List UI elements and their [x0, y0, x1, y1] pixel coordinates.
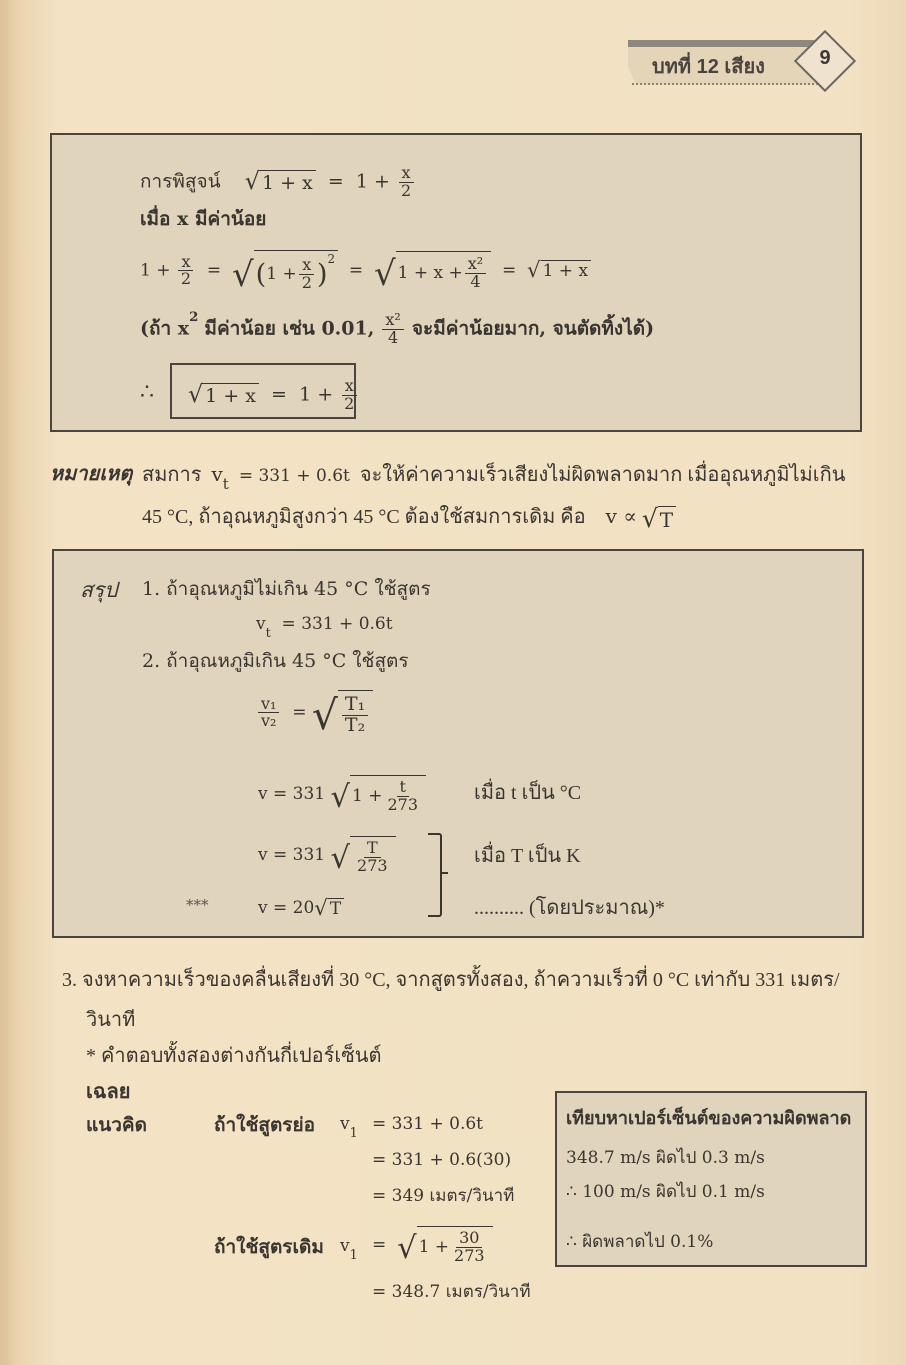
error-line-3: ∴ ผิดพลาดไป 0.1%	[566, 1232, 714, 1252]
orig-formula-label: ถ้าใช้สูตรเดิม	[214, 1236, 324, 1258]
formula-kelvin-note: เมื่อ T เป็น K	[474, 845, 581, 867]
fraction: $\frac{\text{v₁}}{\text{v₂}}$	[258, 696, 279, 731]
note-line-1: สมการ $v_t = 331 + 0.6t$ จะให้ค่าความเร็วเสียงไม่ผิดพลาดมาก เมื่ออุณหภูมิไม่เกิน	[142, 462, 846, 493]
sqrt-expression: √ 1 + x	[245, 170, 316, 194]
proof-line-1: การพิสูจน์ √ 1 + x = 1 + $\frac{x}{2}$	[140, 165, 416, 200]
error-box-title: เทียบหาเปอร์เซ็นต์ของความผิดพลาด	[566, 1108, 852, 1129]
page-number: 9	[819, 47, 831, 69]
answer-label: เฉลย	[86, 1081, 131, 1103]
question-note: * คำตอบทั้งสองต่างกันกี่เปอร์เซ็นต์	[86, 1045, 382, 1067]
fraction: $\frac{30}{273}$	[454, 1228, 485, 1265]
question-line-2: วินาที	[86, 1009, 136, 1031]
fraction: $\frac{\text{x²}}{4}$	[382, 312, 403, 347]
orig-formula-result: = 348.7 เมตร/วินาที	[372, 1282, 531, 1302]
formula-approx: v = 20 √ T	[258, 898, 344, 919]
orig-formula-expr: = √ 1 + $\frac{30}{273}$	[372, 1226, 493, 1265]
sqrt-expression: √ T	[642, 506, 676, 531]
summary-label: สรุป	[80, 578, 118, 602]
proof-result: √ 1 + x = 1 + $\frac{x}{2}$	[188, 378, 359, 413]
sqrt-expression: √ ( 1 + $\frac{x}{2}$ ) $^2$	[232, 250, 338, 292]
calc-step-3: = 349 เมตร/วินาที	[372, 1186, 515, 1206]
sqrt-expression: √ 1 + $\frac{30}{273}$	[397, 1226, 493, 1265]
sqrt-expression: √ 1 + $\frac{t}{273}$	[331, 775, 427, 814]
chapter-title: บทที่ 12 เสียง	[652, 56, 765, 78]
fraction: $\frac{T}{273}$	[357, 838, 388, 875]
approach-label: แนวคิด	[86, 1114, 147, 1136]
fraction: $\frac{t}{273}$	[387, 777, 419, 814]
calc-step-1: = 331 + 0.6t	[372, 1114, 484, 1134]
fraction: $\frac{\text{T₁}}{\text{T₂}}$	[342, 695, 368, 736]
formula-celsius-note: เมื่อ t เป็น °C	[474, 782, 582, 804]
error-line-1: 348.7 m/s ผิดไป 0.3 m/s	[566, 1148, 765, 1168]
sqrt-expression: √ $\frac{T}{273}$	[331, 836, 396, 875]
formula-approx-note: .......... (โดยประมาณ)*	[474, 897, 665, 919]
short-formula-label: ถ้าใช้สูตรย่อ	[214, 1114, 316, 1136]
therefore-symbol: ∴	[140, 380, 154, 405]
chapter-header	[628, 40, 818, 84]
right-brace-icon	[428, 833, 442, 917]
sqrt-expression: √ $\frac{\text{T₁}}{\text{T₂}}$	[312, 690, 373, 736]
note-line-2: 45 °C, ถ้าอุณหภูมิสูงกว่า 45 °C ต้องใช้สมการเดิม คือ v ∝ √ T	[142, 506, 676, 531]
calc-step-2: = 331 + 0.6(30)	[372, 1150, 512, 1170]
question-line-1: 3. จงหาความเร็วของคลื่นเสียงที่ 30 °C, จากสูตรทั้งสอง, ถ้าความเร็วที่ 0 °C เท่ากับ 331 เมตร/	[62, 969, 840, 991]
ratio-formula: $\frac{\text{v₁}}{\text{v₂}}$ = √ $\frac{\text{T₁}}{\text{T₂}}$	[256, 690, 373, 736]
formula-celsius: v = 331 √ 1 + $\frac{t}{273}$	[258, 775, 426, 814]
fraction: $\frac{x}{2}$	[299, 257, 315, 292]
sqrt-expression: √ 1 + x + $\frac{\text{x²}}{4}$	[374, 251, 491, 291]
orig-formula-var: $v_1$	[340, 1236, 358, 1263]
sqrt-expression: √ 1 + x	[527, 260, 591, 281]
page-number-badge	[794, 30, 856, 92]
stars-marker: ***	[186, 896, 209, 914]
proof-line-4: (ถ้า $x^2$ มีค่าน้อย เช่น 0.01, $\frac{\text{x²}}{4}$ จะมีค่าน้อยมาก, จนตัดทิ้งได้)	[140, 309, 655, 347]
error-line-2: ∴ 100 m/s ผิดไป 0.1 m/s	[566, 1182, 765, 1202]
brace-tip	[440, 872, 448, 874]
formula-kelvin: v = 331 √ $\frac{T}{273}$	[258, 836, 396, 875]
proof-line-3: 1 + $\frac{x}{2}$ = √ ( 1 + $\frac{x}{2}$ ) $^2$ = √ 1 + x + $\frac{\text{x²}}{4}$ = √ 1 + x	[140, 250, 591, 292]
fraction: $\frac{x}{2}$	[178, 254, 194, 289]
proof-label: การพิสูจน์	[140, 170, 221, 193]
sqrt-expression: √ 1 + x	[188, 383, 259, 407]
summary-item-2: 2. ถ้าอุณหภูมิเกิน 45 °C ใช้สูตร	[142, 650, 409, 672]
summary-box	[52, 549, 864, 938]
fraction: $\frac{x}{2}$	[398, 165, 414, 200]
summary-formula-1: $v_t = 331 + 0.6t$	[256, 614, 393, 641]
fraction: $\frac{x}{2}$	[341, 378, 357, 413]
note-label: หมายเหตุ	[50, 463, 133, 485]
sqrt-expression: √ T	[314, 898, 344, 919]
fraction: $\frac{\text{x²}}{4}$	[465, 256, 486, 291]
summary-item-1: 1. ถ้าอุณหภูมิไม่เกิน 45 °C ใช้สูตร	[142, 578, 431, 600]
short-formula-var: $v_1$	[340, 1114, 358, 1141]
proof-line-2: เมื่อ x มีค่าน้อย	[140, 208, 267, 230]
